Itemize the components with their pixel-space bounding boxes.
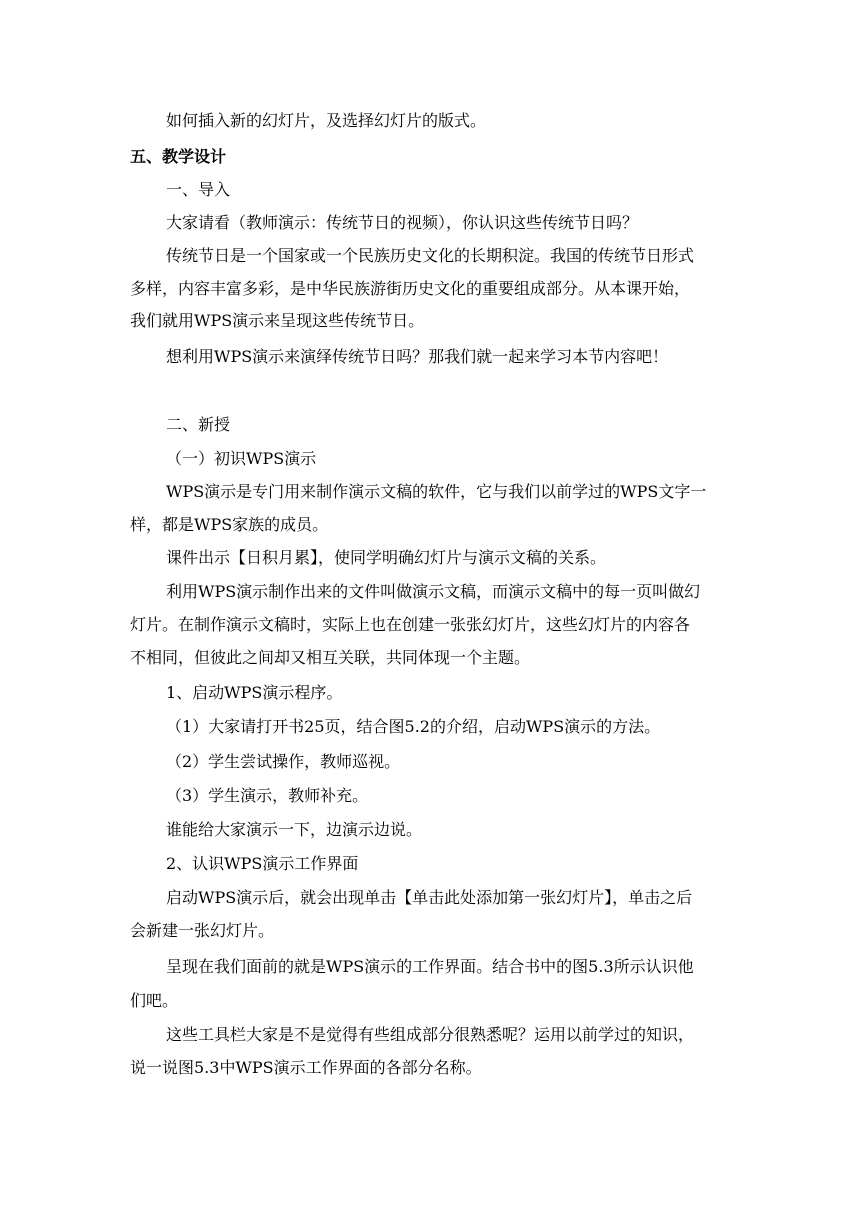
paragraph-line: 多样，内容丰富多彩，是中华民族游街历史文化的重要组成部分。从本课开始， (130, 279, 691, 298)
paragraph-line: 我们就用WPS演示来呈现这些传统节日。 (130, 311, 425, 330)
subsection-heading: 一、导入 (166, 180, 231, 199)
paragraph-line: 大家请看（教师演示：传统节日的视频），你认识这些传统节日吗？ (166, 213, 639, 232)
paragraph-line: 传统节日是一个国家或一个民族历史文化的长期积淀。我国的传统节日形式 (166, 246, 695, 265)
paragraph-line: 谁能给大家演示一下，边演示边说。 (166, 820, 423, 839)
paragraph-line: 会新建一张幻灯片。 (130, 921, 275, 940)
paragraph-line: 2、认识WPS演示工作界面 (166, 854, 359, 873)
paragraph-line: 启动WPS演示后，就会出现单击【单击此处添加第一张幻灯片】，单击之后 (166, 888, 693, 907)
paragraph-line: 1、启动WPS演示程序。 (166, 683, 343, 702)
paragraph-line: 呈现在我们面前的就是WPS演示的工作界面。结合书中的图5.3所示认识他 (166, 957, 694, 976)
paragraph-line: 这些工具栏大家是不是觉得有些组成部分很熟悉呢？运用以前学过的知识， (166, 1025, 695, 1044)
paragraph-line: 灯片。在制作演示文稿时，实际上也在创建一张张幻灯片，这些幻灯片的内容各 (130, 615, 691, 634)
paragraph-line: 不相同，但彼此之间却又相互关联，共同体现一个主题。 (130, 648, 531, 667)
paragraph-line: 课件出示【日积月累】，使同学明确幻灯片与演示文稿的关系。 (166, 548, 607, 567)
paragraph-line: 如何插入新的幻灯片，及选择幻灯片的版式。 (166, 111, 487, 130)
paragraph-line: （1）大家请打开书25页，结合图5.2的介绍，启动WPS演示的方法。 (166, 717, 661, 736)
paragraph-line: 们吧。 (130, 991, 179, 1010)
section-heading: 五、教学设计 (130, 147, 227, 166)
subsection-heading: 二、新授 (166, 415, 231, 434)
paragraph-line: 样，都是WPS家族的成员。 (130, 515, 329, 534)
paragraph-line: （3）学生演示，教师补充。 (166, 786, 369, 805)
subsection-heading: （一）初识WPS演示 (166, 449, 317, 468)
paragraph-line: （2）学生尝试操作，教师巡视。 (166, 752, 401, 771)
paragraph-line: 利用WPS演示制作出来的文件叫做演示文稿，而演示文稿中的每一页叫做幻 (166, 582, 701, 601)
paragraph-line: 说一说图5.3中WPS演示工作界面的各部分名称。 (130, 1058, 482, 1077)
paragraph-line: 想利用WPS演示来演绎传统节日吗？那我们就一起来学习本节内容吧！ (166, 347, 669, 366)
paragraph-line: WPS演示是专门用来制作演示文稿的软件，它与我们以前学过的WPS文字一 (166, 482, 707, 501)
